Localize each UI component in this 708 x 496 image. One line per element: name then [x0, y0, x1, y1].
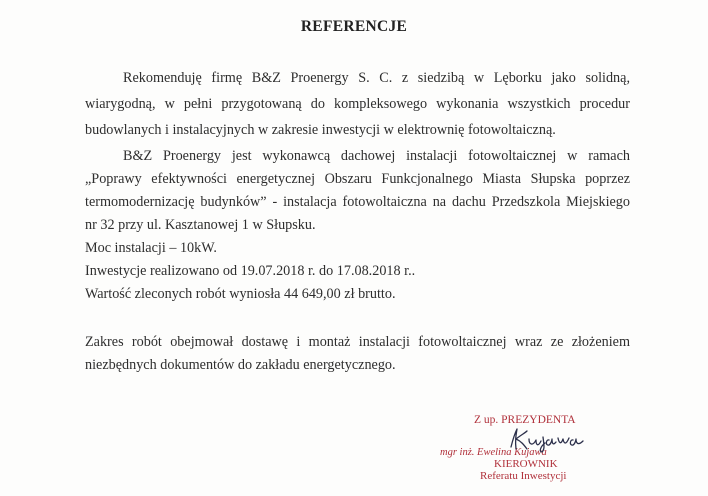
paragraph-2-line-3: termomodernizację budynków” - instalacja fotowoltaiczna na dachu Przedszkola Miejskiego [85, 194, 630, 210]
paragraph-2-line-1: B&Z Proenergy jest wykonawcą dachowej instalacji fotowoltaicznej w ramach [123, 148, 630, 164]
handwritten-signature [505, 425, 595, 453]
paragraph-2-line-4: nr 32 przy ul. Kasztanowej 1 w Słupsku. [85, 217, 316, 233]
stamp-name-line: mgr inż. Ewelina Kujawa [440, 447, 547, 458]
paragraph-3-line-1: Zakres robót obejmował dostawę i montaż instalacji fotowoltaicznej wraz ze złożeniem [85, 334, 630, 350]
value-line: Wartość zleconych robót wyniosła 44 649,00 zł brutto. [85, 286, 396, 302]
paragraph-2-line-2: „Poprawy efektywności energetycznej Obszaru Funkcjonalnego Miasta Słupska poprzez [85, 171, 630, 187]
stamp-position-line: KIEROWNIK [494, 458, 558, 470]
paragraph-1-line-3: budowlanych i instalacyjnych w zakresie inwestycji w elektrownię fotowoltaiczną. [85, 122, 556, 138]
paragraph-1-line-1: Rekomenduję firmę B&Z Proenergy S. C. z siedzibą w Lęborku jako solidną, [123, 70, 630, 86]
stamp-authority-line: Z up. PREZYDENTA [474, 414, 576, 426]
stamp-department-line: Referatu Inwestycji [480, 470, 567, 482]
dates-line: Inwestycje realizowano od 19.07.2018 r. do 17.08.2018 r.. [85, 263, 416, 279]
paragraph-1-line-2: wiarygodną, w pełni przygotowaną do kompleksowego wykonania wszystkich procedur [85, 96, 630, 112]
paragraph-3-line-2: niezbędnych dokumentów do zakładu energetycznego. [85, 357, 396, 373]
power-line: Moc instalacji – 10kW. [85, 240, 217, 256]
document-title: REFERENCJE [300, 18, 408, 35]
